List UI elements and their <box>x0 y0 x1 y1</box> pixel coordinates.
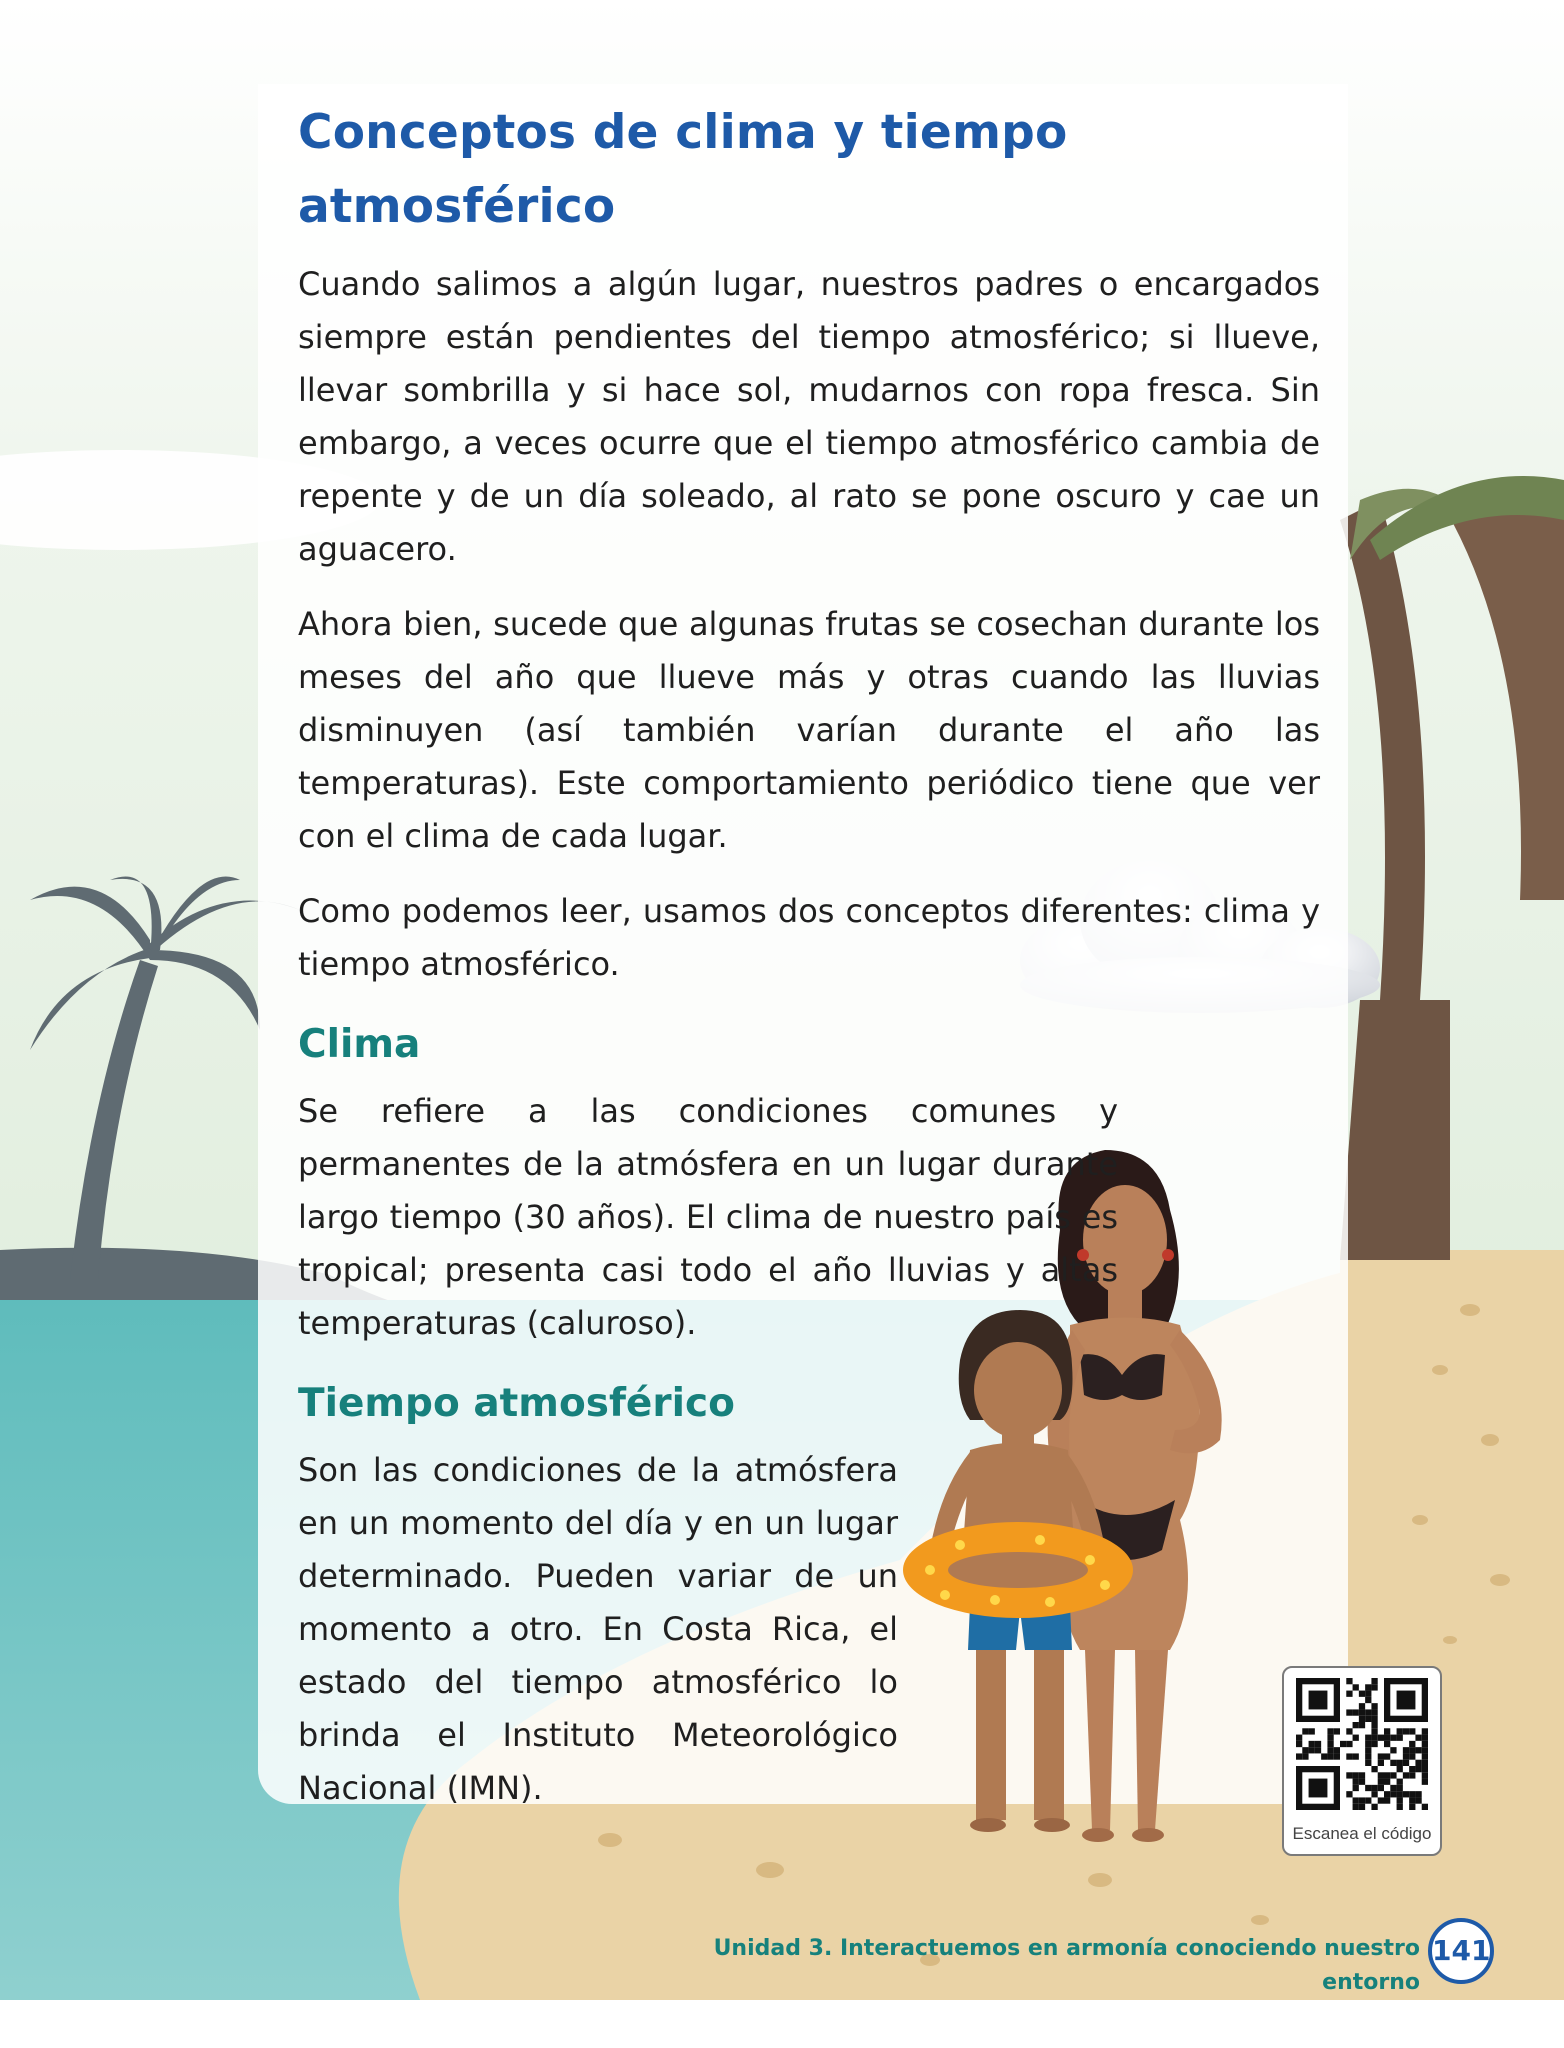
qr-code-box[interactable] <box>1282 1666 1442 1856</box>
qr-caption: Escanea el código <box>1292 1824 1432 1843</box>
tiempo-text: Son las condiciones de la atmósfera en un momento del día y en un lugar determinado. Pueden variar de un momento a otro. En Costa Rica, el estado del tiempo atmosférico lo brinda el Instituto Meteorológico Nacional (IMN). <box>298 1451 898 1807</box>
qr-code-icon[interactable] <box>1296 1678 1428 1810</box>
intro-paragraph-2: Ahora bien, sucede que algunas frutas se cosechan durante los meses del año que llueve más y otras cuando las lluvias disminuyen (así también varían durante el año las temperaturas). Este comportamiento periódico tiene que ver con el clima de cada lugar. <box>298 605 1320 855</box>
page-title: Conceptos de clima y tiempo atmosférico <box>298 105 1068 234</box>
unit-footer: Unidad 3. Interactuemos en armonía conociendo nuestro entorno <box>713 1936 1420 1995</box>
page-number: 141 <box>1428 1918 1494 1984</box>
intro-paragraph-1: Cuando salimos a algún lugar, nuestros padres o encargados siempre están pendientes del tiempo atmosférico; si llueve, llevar sombrilla y si hace sol, mudarnos con ropa fresca. Sin embargo, a veces ocurre que el tiempo atmosférico cambia de repente y de un día soleado, al rato se pone oscuro y cae un aguacero. <box>298 265 1320 568</box>
main-content <box>298 96 1320 1837</box>
tiempo-heading: Tiempo atmosférico <box>298 1381 735 1426</box>
clima-heading: Clima <box>298 1022 421 1067</box>
intro-paragraph-3: Como podemos leer, usamos dos conceptos diferentes: clima y tiempo atmosférico. <box>298 892 1320 983</box>
clima-text: Se refiere a las condiciones comunes y permanentes de la atmósfera en un lugar durante largo tiempo (30 años). El clima de nuestro país es tropical; presenta casi todo el año lluvias y altas temperaturas (caluroso). <box>298 1092 1118 1342</box>
